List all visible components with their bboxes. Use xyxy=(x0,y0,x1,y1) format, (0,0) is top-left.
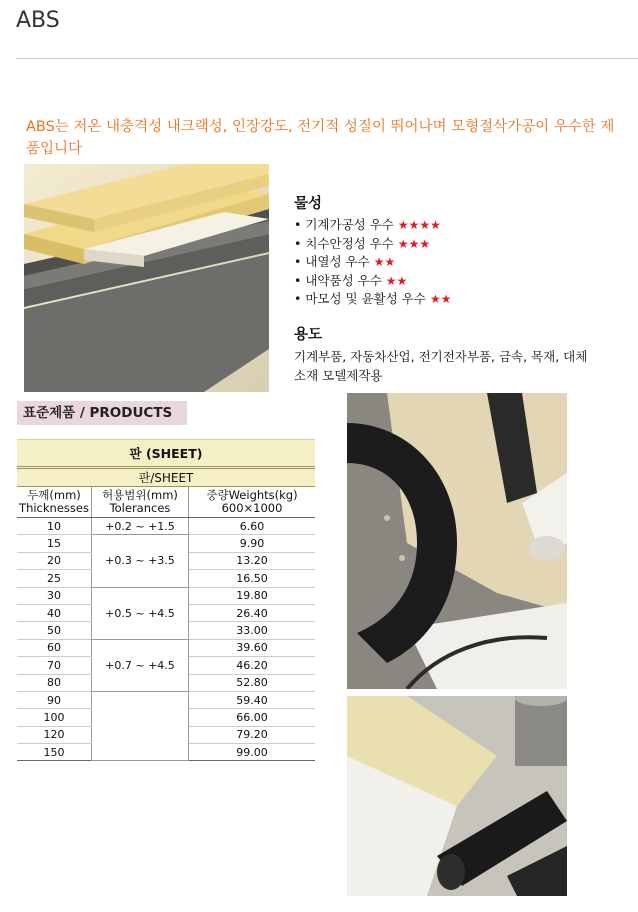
intro-text: ABS는 저온 내충격성 내크랙성, 인장강도, 전기적 성질이 뛰어나며 모형절삭가공이 우수한 제품입니다 xyxy=(26,119,615,157)
star-rating-icon: ★★★★ xyxy=(397,218,441,232)
weight-cell: 33.00 xyxy=(189,622,316,639)
tolerance-cell: +0.7 ~ +4.5 xyxy=(92,639,189,691)
property-item xyxy=(294,253,614,272)
title-divider xyxy=(16,58,638,59)
property-label: 마모성 및 윤활성 우수 xyxy=(305,291,426,306)
abs-rods-photo xyxy=(347,696,567,896)
bullet: • xyxy=(294,235,302,251)
bullet: • xyxy=(294,291,302,306)
property-label: 기계가공성 우수 xyxy=(305,217,394,232)
tolerance-header: 허용범위(mm) Tolerances xyxy=(92,487,189,518)
property-label: 내열성 우수 xyxy=(305,254,370,269)
weight-cell: 52.80 xyxy=(189,674,316,691)
thickness-cell: 25 xyxy=(17,570,92,587)
weight-cell: 66.00 xyxy=(189,709,316,726)
weight-cell: 6.60 xyxy=(189,518,316,535)
thickness-cell: 40 xyxy=(17,604,92,621)
weight-cell: 99.00 xyxy=(189,744,316,761)
star-rating-icon: ★★★ xyxy=(397,236,431,251)
thickness-cell: 100 xyxy=(17,709,92,726)
abs-parts-photo xyxy=(347,393,567,689)
properties-heading: 물성 xyxy=(294,196,323,212)
weight-cell: 9.90 xyxy=(189,535,316,552)
property-label: 내약품성 우수 xyxy=(305,272,382,288)
thickness-cell: 50 xyxy=(17,622,92,639)
table-row xyxy=(17,518,315,535)
bullet: • xyxy=(294,217,302,232)
weight-cell: 79.20 xyxy=(189,726,316,743)
table-row xyxy=(17,639,315,656)
property-label: 치수안정성 우수 xyxy=(305,235,394,251)
table-caption: 판 (SHEET) xyxy=(17,440,315,468)
thickness-cell: 60 xyxy=(17,639,92,656)
table-subcaption: 판/SHEET xyxy=(17,468,315,487)
page-title: ABS xyxy=(16,8,60,33)
weight-cell: 26.40 xyxy=(189,604,316,621)
property-item xyxy=(294,216,614,235)
star-rating-icon: ★★ xyxy=(373,255,396,269)
bullet: • xyxy=(294,254,302,269)
table-row xyxy=(17,535,315,552)
properties-list xyxy=(294,216,614,309)
table-row xyxy=(17,691,315,708)
products-label: 표준제품 / PRODUCTS xyxy=(17,401,187,425)
thickness-cell: 120 xyxy=(17,726,92,743)
tolerance-cell: +0.2 ~ +1.5 xyxy=(92,518,189,535)
tolerance-cell: +0.3 ~ +3.5 xyxy=(92,535,189,587)
thickness-cell: 150 xyxy=(17,744,92,761)
weight-cell: 46.20 xyxy=(189,657,316,674)
sheet-spec-table xyxy=(17,439,315,761)
thickness-cell: 80 xyxy=(17,674,92,691)
weight-cell: 16.50 xyxy=(189,570,316,587)
weight-cell: 19.80 xyxy=(189,587,316,604)
bullet: • xyxy=(294,272,302,288)
weight-cell: 39.60 xyxy=(189,639,316,656)
thickness-cell: 10 xyxy=(17,518,92,535)
property-item xyxy=(294,235,614,254)
star-rating-icon: ★★ xyxy=(429,292,452,306)
uses-heading: 용도 xyxy=(294,326,323,343)
property-item xyxy=(294,290,614,309)
table-row xyxy=(17,587,315,604)
weight-cell: 13.20 xyxy=(189,552,316,569)
thickness-cell: 90 xyxy=(17,691,92,708)
abs-sheets-photo xyxy=(24,164,269,392)
thickness-cell: 20 xyxy=(17,552,92,569)
thickness-header: 두께(mm) Thicknesses xyxy=(17,487,92,518)
sheet-table-body xyxy=(17,518,315,761)
thickness-cell: 30 xyxy=(17,587,92,604)
thickness-cell: 70 xyxy=(17,657,92,674)
uses-text: 기계부품, 자동차산업, 전기전자부품, 금속, 목재, 대체소재 모델제작용 xyxy=(294,348,588,383)
thickness-cell: 15 xyxy=(17,535,92,552)
tolerance-cell: +0.5 ~ +4.5 xyxy=(92,587,189,639)
weight-cell: 59.40 xyxy=(189,691,316,708)
properties-panel xyxy=(294,192,614,385)
star-rating-icon: ★★ xyxy=(385,273,408,288)
weight-header: 중량Weights(kg) 600×1000 xyxy=(189,487,316,518)
property-item xyxy=(294,272,614,291)
tolerance-cell xyxy=(92,691,189,761)
